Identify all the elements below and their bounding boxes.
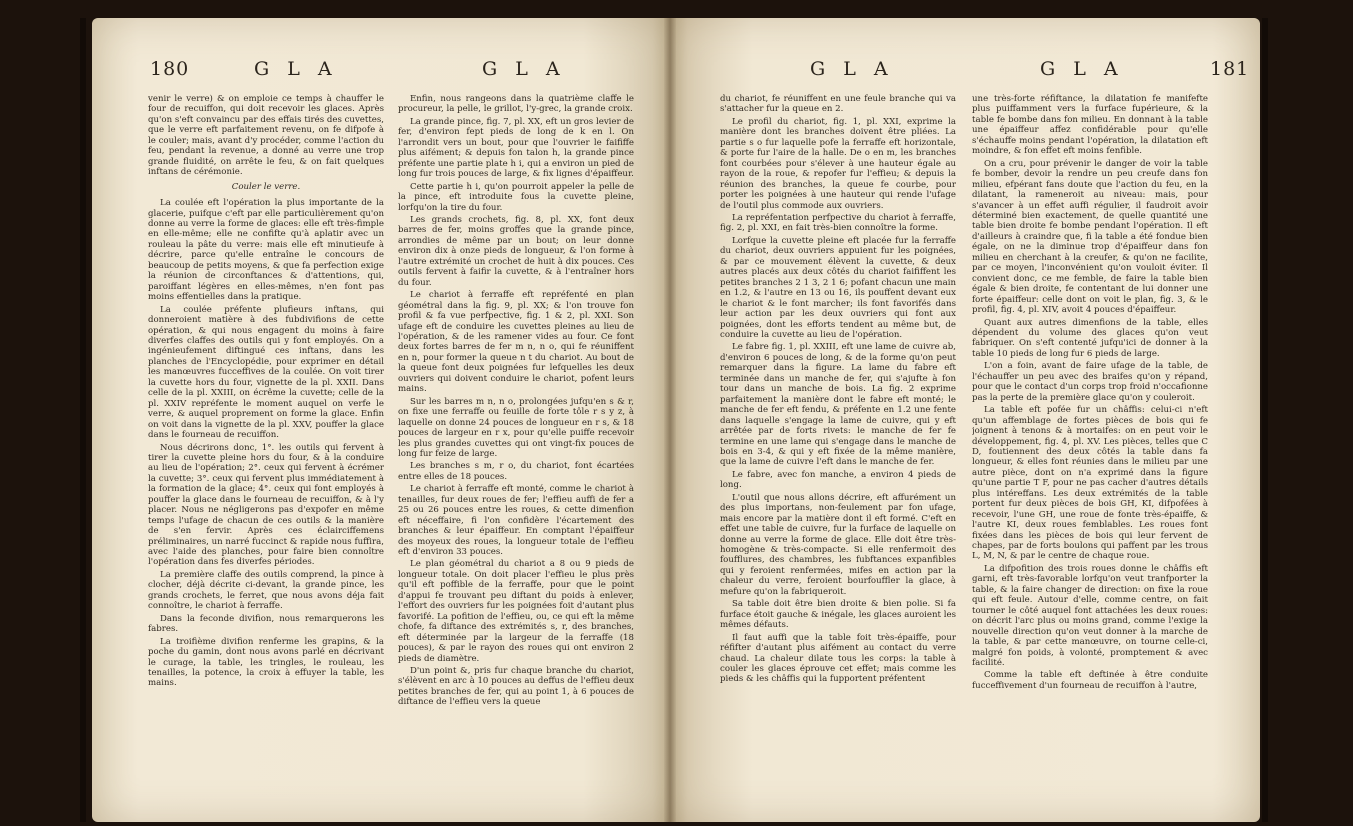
page-number: 181	[1210, 58, 1250, 80]
paragraph: Quant aux autres dimenfions de la table, elles dépendent du volume des glaces qu'on veut fabriquer. On s'eft contenté jufqu'ici de donner à la table 10 pieds de long fur 6 pieds de large.	[972, 317, 1208, 359]
paragraph: Les branches s m, r o, du chariot, font écartées entre elles de 18 pouces.	[398, 461, 634, 482]
paragraph: La difpofition des trois roues donne le châffis eft garni, eft très-favorable lorfqu'on veut tranfporter la table, & la faire changer de direction: on fixe la roue qui eft feule. Autour d'elle, comme centre, on fait tourner le côté auquel font attachées les deux roues: on décrit l'arc plus ou moins grand, comme l'exige la nouvelle direction qu'on veut donner à la marche de la table, & par cette manœuvre, on tourne celle-ci, malgré fon poids, à volonté, promptement & avec facilité.	[972, 563, 1208, 669]
book-edge-right	[1262, 18, 1268, 822]
paragraph: La repréfentation perfpective du chariot à ferraffe, fig. 2, pl. XXI, en fait très-bien connoître la forme.	[720, 212, 956, 234]
paragraph: Lorfque la cuvette pleine eft placée fur la ferraffe du chariot, deux ouvriers appuient fur les poignées, & par ce mouvement élèvent la cuvette, & deux autres placés aux deux côtés du chariot faififfent les petites branches 2 1 3, 2 1 6; pofant chacun une main en 1.2, & l'autre en 13 ou 16, ils pouffent devant eux le chariot & le font marcher; ils font favorifés dans leur action par les deux ouvriers qui font aux poignées, dont les efforts tendent au même but, de conduire la cuvette au lieu de l'opération.	[720, 235, 956, 340]
page-number: 180	[150, 58, 190, 80]
paragraph: venir le verre) & on emploie ce temps à chauffer le four de recuiffon, qui doit recevoir les glaces. Après qu'on s'eft convaincu par des effais tirés des cuvettes, que le verre eft parfaitement revenu, on fe difpofe à le couler; mais, avant d'y procéder, comme l'action du feu, pendant la revenue, a donné au verre une trop grande fluidité, on arrête le feu, & on fait quelques inftans de cérémonie.	[148, 94, 384, 178]
running-head-right-column: G L A	[482, 58, 566, 80]
book-gutter	[664, 18, 676, 822]
paragraph: La première claffe des outils comprend, la pince à clocher, déjà décrite ci-devant, la grande pince, les grands crochets, le ferret, que nous avons déja fait connoître, le chariot à ferraffe.	[148, 569, 384, 612]
paragraph: Le fabre fig. 1, pl. XXIII, eft une lame de cuivre ab, d'environ 6 pouces de long, & de la forme qu'on peut remarquer dans la figure. La lame du fabre eft terminée dans un manche de fer, qui s'ajufte à fon tour dans un manche de bois. La fig. 2 exprime parfaitement la manière dont le fabre eft monté; le manche de fer eft fendu, & préfente en 1.2 une fente dans laquelle s'engage la lame de cuivre, qui y eft arrêtée par de forts rivets: le manche de fer fe termine en une lame qui s'engage dans le manche de bois en 3-4, & qui y eft fixée de la même manière, que la lame de cuivre l'eft dans le manche de fer.	[720, 342, 956, 468]
paragraph: Nous décrirons donc, 1°. les outils qui fervent à tirer la cuvette pleine hors du four, & à la conduire au lieu de l'opération; 2°. ceux qui fervent à écrémer la cuvette; 3°. ceux qui fervent plus immédiatement à la formation de la glace; 4°. ceux qui font employés à pouffer la glace dans le fourneau de recuiffon, & à l'y placer. Nous ne négligerons pas d'expofer en même temps l'ufage de chacun de ces outils & la manière de s'en fervir. Après ces éclairciffemens préliminaires, un narré fuccinct & rapide nous fuffira, avec l'aide des planches, pour faire bien connoître l'opération dans fes diverfes périodes.	[148, 442, 384, 568]
left-page-column-1	[148, 94, 384, 814]
paragraph: D'un point &, pris fur chaque branche du chariot, s'élèvent en arc à 10 pouces au deffus de l'effieu deux petites branches de fer, qui au point 1, à 6 pouces de diftance de l'effieu vers la queue	[398, 666, 634, 708]
paragraph: Les grands crochets, fig. 8, pl. XX, font deux barres de fer, moins groffes que la grande pince, arrondies de même par un bout; on leur donne environ dix à onze pieds de longueur, & l'on forme à l'autre extrémité un crochet de huit à dix pouces. Ces outils fervent à faifir la cuvette, & à l'entraîner hors du four.	[398, 214, 634, 288]
paragraph: Le chariot à ferraffe eft repréfenté en plan géométral dans la fig. 9, pl. XX; & l'on trouve fon profil & fa vue perfpective, fig. 1 & 2, pl. XXI. Son ufage eft de conduire les cuvettes pleines au lieu de l'opération, & de les ramener vides au four. Ce font deux fortes barres de fer m n, n o, qui fe réuniffent en n, pour former la queue n t du chariot. Au bout de la queue font deux poignées fur lefquelles les deux ouvriers qui doivent conduire le chariot, pofent leurs mains.	[398, 290, 634, 395]
paragraph: On a cru, pour prévenir le danger de voir la table fe bomber, devoir la rendre un peu creufe dans fon milieu, efpérant fans doute que l'action du feu, en la dilatant, la rameneroit au niveau: mais, pour s'avancer à un effet auffi régulier, il faudroit avoir déterminé bien exactement, de quelle quantité une table bien droite fe bombe pendant l'opération. Il eft d'ailleurs à craindre que, fi la table a été fondue bien égale, on ne la diminue trop d'épaiffeur dans fon milieu en cherchant à la creufer, & qu'on ne facilite, par ce moyen, l'inconvénient qu'on vouloit éviter. Il convient donc, ce me femble, de faire la table bien égale & bien droite, fe contentant de lui donner une forte épaiffeur: celle dont on voit le plan, fig. 3, & le profil, fig. 4, pl. XIV, avoit 4 pouces d'épaiffeur.	[972, 158, 1208, 316]
paragraph: Le chariot à ferraffe eft monté, comme le chariot à tenailles, fur deux roues de fer; l'effieu auffi de fer a 25 ou 26 pouces entre les roues, & cette dimenfion eft néceffaire, fi l'on confidère l'écartement des branches & leur épaiffeur. En comptant l'épaiffeur des moyeux des roues, la longueur totale de l'effieu eft d'environ 33 pouces.	[398, 484, 634, 558]
running-head: G L A	[810, 58, 894, 80]
paragraph: L'outil que nous allons décrire, eft affurément un des plus importans, non-feulement par fon ufage, mais encore par la matière dont il eft formé. C'eft en effet une table de cuivre, fur la furface de laquelle on donne au verre la forme de glace. Elle doit être très-homogène & très-compacte. Si elle renfermoit des foufflures, des chambres, les fubftances expanfibles qui y feroient renfermées, mifes en action par la chaleur du verre, feroient bourfouffler la glace, à mefure qu'on la fabriqueroit.	[720, 492, 956, 597]
left-page	[92, 18, 670, 822]
paragraph: La coulée eft l'opération la plus importante de la glacerie, puifque c'eft par elle particulièrement qu'on donne au verre la forme de glaces: elle eft très-fimple en elle-même; elle ne confifte qu'à aplatir avec un rouleau la pâte du verre: mais elle eft minutieufe à décrire, parce qu'elle entraîne le concours de beaucoup de petits moyens, & que fa perfection exige la réunion de circonftances & d'attentions, qui, paroiffant légères en elles-mêmes, n'en font pas moins effentielles dans la pratique.	[148, 198, 384, 303]
right-page	[670, 18, 1260, 822]
paragraph: Sa table doit être bien droite & bien polie. Si fa furface étoit gauche & inégale, les glaces auroient les mêmes défauts.	[720, 599, 956, 631]
running-head-right-column: G L A	[1040, 58, 1124, 80]
section-heading: Couler le verre.	[231, 181, 301, 192]
paragraph: Cette partie h i, qu'on pourroit appeler la pelle de la pince, eft introduite fous la cuvette pleine, lorfqu'on la tire du four.	[398, 181, 634, 213]
paragraph: Comme la table eft deftinée à être conduite fucceffivement d'un fourneau de recuiffon à l'autre,	[972, 670, 1208, 691]
right-page-column-2	[972, 94, 1208, 814]
paragraph: La grande pince, fig. 7, pl. XX, eft un gros levier de fer, d'environ fept pieds de long de k en l. On l'arrondit vers un bout, pour que l'ouvrier le faififfe plus aifément; & depuis fon talon h, la grande pince préfente une partie plate h i, qui a environ un pied de long fur trois pouces de large, & fix lignes d'épaiffeur.	[398, 116, 634, 180]
paragraph: Le plan géométral du chariot a 8 ou 9 pieds de longueur totale. On doit placer l'effieu le plus près qu'il eft poffible de la ferraffe, pour que le point d'appui fe trouvant peu diftant du poids à enlever, l'effort des ouvriers fur les poignées foit d'autant plus favorifé. La pofition de l'effieu, ou, ce qui eft la même chofe, fa diftance des extrémités s, r, des branches, eft déterminée par la largeur de la ferraffe (18 pouces), & par le rayon des roues qui ont environ 2 pieds de diamètre.	[398, 559, 634, 664]
paragraph: La troifième divifion renferme les grapins, & la poche du gamin, dont nous avons parlé en décrivant le curage, la table, les tringles, le rouleau, les tenailles, la potence, la croix à effuyer la table, les mains.	[148, 636, 384, 689]
paragraph: Il faut auffi que la table foit très-épaiffe, pour réfifter d'autant plus aifément au contact du verre chaud. La chaleur dilate tous les corps: la table à couler les glaces éprouve cet effet; mais comme les pieds & les châffis qui la fupportent préfentent	[720, 632, 956, 685]
right-page-column-1	[720, 94, 956, 814]
left-page-column-2	[398, 94, 634, 814]
paragraph: La table eft pofée fur un châffis: celui-ci n'eft qu'un affemblage de fortes pièces de bois qui fe joignent à tenons & à mortaifes: on en peut voir le développement, fig. 4, pl. XV. Les pièces, telles que C D, foutiennent des deux côtés la table dans fa longueur, & elles font réunies dans le milieu par une autre pièce, dont on n'a exprimé dans la figure qu'une partie T F, pour ne pas cacher d'autres détails plus intéreffans. Les deux extrémités de la table portent fur deux pièces de bois GH, KI, difpofées à recevoir, l'une GH, une roue de fonte très-épaiffe, & l'autre KI, deux roues femblables. Les roues font fixées dans les pièces de bois qui leur fervent de chapes, par de forts boulons qui paffent par les trous L, M, N, & par le centre de chaque roue.	[972, 405, 1208, 562]
paragraph: Sur les barres m n, n o, prolongées jufqu'en s & r, on fixe une ferraffe ou feuille de forte tôle r s y z, à laquelle on donne 24 pouces de longueur en r s, & 18 pouces de largeur en r x, pour qu'elle puiffe recevoir les plus grandes cuvettes qui ont vingt-fix pouces de long fur feize de large.	[398, 396, 634, 459]
book-edge-left	[80, 18, 86, 822]
paragraph: Le fabre, avec fon manche, a environ 4 pieds de long.	[720, 469, 956, 491]
paragraph: Enfin, nous rangeons dans la quatrième claffe le procureur, la pelle, le grillot, l'y-grec, la grande croix.	[398, 94, 634, 115]
paragraph: L'on a foin, avant de faire ufage de la table, de l'échauffer un peu avec des braifes qu'on y répand, pour que le contact d'un corps trop froid n'occafionne pas la perte de la première glace qu'on y couleroit.	[972, 361, 1208, 403]
paragraph: une très-forte réfiftance, la dilatation fe manifefte plus puiffamment vers la furface fupérieure, & la table fe bombe dans fon milieu. En donnant à la table une épaiffeur affez confidérable pour qu'elle s'échauffe moins pendant l'opération, la dilatation eft moindre, & fon effet eft moins fenfible.	[972, 94, 1208, 157]
paragraph: La coulée préfente plufieurs inftans, qui donneroient matière à des fubdivifions de cette opération, & qui nous engagent du moins à faire diverfes claffes des outils qui y font employés. On a ingénieufement diftingué ces inftans, dans les planches de l'Encyclopédie, pour exprimer en détail les manœuvres fucceffives de la coulée. On voit tirer la cuvette hors du four, vignette de la pl. XXII. Dans celle de la pl. XXIII, on écrême la cuvette; celle de la pl. XXIV repréfente le moment auquel on verfe le verre, & auquel proprement on forme la glace. Enfin on voit dans la vignette de la pl. XXV, pouffer la glace dans le fourneau de recuiffon.	[148, 304, 384, 441]
paragraph: du chariot, fe réuniffent en une feule branche qui va s'attacher fur la queue en 2.	[720, 94, 956, 115]
running-head: G L A	[254, 58, 338, 80]
paragraph: Dans la feconde divifion, nous remarquerons les fabres.	[148, 613, 384, 635]
paragraph: Le profil du chariot, fig. 1, pl. XXI, exprime la manière dont les branches doivent être pliées. La partie s o fur laquelle pofe la ferraffe eft horizontale, & porte fur l'aire de la halle. De o en m, les branches font courbées pour s'élever à une hauteur égale au rayon de la roue, & repofer fur l'effieu; & depuis la réunion des branches, la queue fe courbe, pour porter les poignées à une hauteur qui rende l'ufage de l'outil plus commode aux ouvriers.	[720, 116, 956, 211]
